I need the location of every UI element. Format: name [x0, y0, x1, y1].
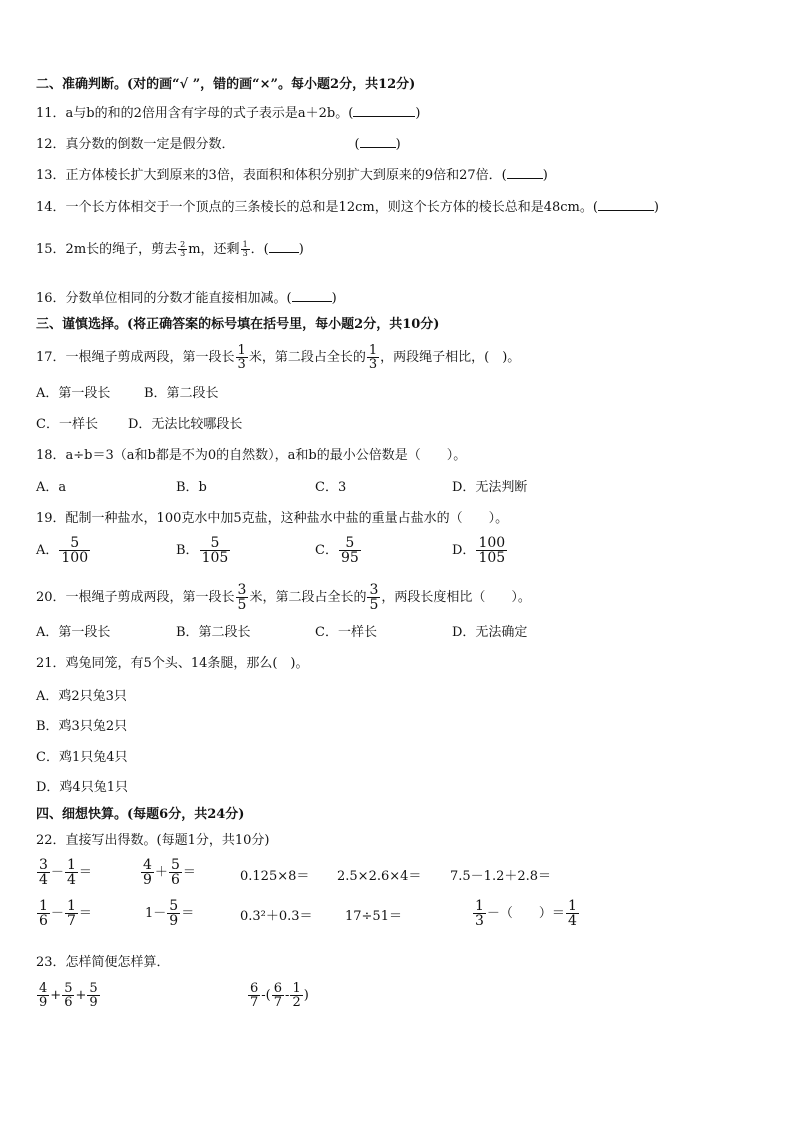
question-16	[36, 289, 337, 308]
question-text: ．(	[250, 242, 269, 257]
answer-blank[interactable]	[507, 166, 543, 179]
section-3-title: 三、谨慎选择。(将正确答案的标号填在括号里，每小题2分，共10分)	[36, 317, 440, 332]
answer-blank[interactable]	[598, 198, 654, 211]
option-d[interactable]: D． $\frac{100}{105}$	[452, 535, 506, 566]
fraction: $\frac{1}{3}$	[368, 343, 378, 372]
question-14	[36, 198, 659, 217]
question-20	[36, 583, 531, 612]
question-text: 13．正方体棱长扩大到原来的3倍，表面积和体积分别扩大到原来的9倍和27倍．(	[36, 168, 507, 183]
question-17	[36, 344, 520, 371]
question-23: 23．怎样简便怎样算．	[36, 955, 170, 970]
fraction: $\frac{1}{3}$	[242, 240, 248, 258]
option-c[interactable]: C．一样长	[315, 625, 377, 640]
question-text: 11．a与b的和的2倍用含有字母的式子表示是a＋2b。(	[36, 106, 354, 121]
option-b[interactable]: B．b	[176, 480, 207, 495]
fraction: $\frac{2}{3}$	[180, 240, 186, 258]
question-15	[36, 240, 304, 259]
paren: )	[331, 291, 337, 306]
option-d[interactable]: D．无法比较哪段长	[128, 417, 243, 432]
option-d[interactable]: D．无法确定	[452, 625, 528, 640]
expr-1: $\frac{3}{4}$ － $\frac{1}{4}$ ＝	[39, 857, 92, 888]
fraction: $\frac{3}{5}$	[369, 582, 379, 613]
answer-blank[interactable]	[360, 135, 396, 148]
question-text: 14．一个长方体相交于一个顶点的三条棱长的总和是12cm，则这个长方体的棱长总和是48cm。(	[36, 200, 598, 215]
fraction: $\frac{1}{3}$	[237, 343, 246, 372]
answer-blank[interactable]	[269, 240, 299, 253]
expr-7: 1－ $\frac{5}{9}$ ＝	[145, 898, 195, 929]
expr-10: $\frac{1}{3}$ －（ ）＝ $\frac{1}{4}$	[475, 898, 577, 929]
option-d[interactable]: D．无法判断	[452, 480, 528, 495]
paren: )	[653, 200, 659, 215]
expr-4: 2.5×2.6×4＝	[337, 869, 422, 884]
question-19: 19．配制一种盐水，100克水中加5克盐，这种盐水中盐的重量占盐水的（ ）。	[36, 511, 509, 526]
expr-5: 7.5－1.2＋2.8＝	[450, 869, 552, 884]
option-c[interactable]: C．一样长	[36, 417, 98, 432]
question-text: 15．2m长的绳子，剪去	[36, 242, 178, 257]
option-c[interactable]: C． $\frac{5}{95}$	[315, 535, 359, 566]
option-b[interactable]: B．第二段长	[144, 386, 219, 401]
calc-expr-2: $\frac{6}{7}$ -( $\frac{6}{7}$ - $\frac{1}{2}$ )	[250, 981, 309, 1010]
question-text: ，两段绳子相比，( )。	[380, 350, 521, 365]
question-12	[36, 135, 401, 154]
paren: )	[395, 137, 401, 152]
question-13	[36, 166, 548, 185]
question-text: m，还剩	[188, 242, 240, 257]
question-text: 米，第二段占全长的	[249, 590, 367, 605]
paren: )	[415, 106, 421, 121]
option-b[interactable]: B．第二段长	[176, 625, 251, 640]
question-11	[36, 104, 420, 123]
option-c[interactable]: C．3	[315, 480, 347, 495]
question-text: 12．真分数的倒数一定是假分数．	[36, 137, 235, 152]
expr-3: 0.125×8＝	[240, 869, 310, 884]
option-a[interactable]: A．第一段长	[36, 386, 111, 401]
expr-9: 17÷51＝	[345, 909, 402, 924]
calc-expr-1: $\frac{4}{9}$ + $\frac{5}{6}$ + $\frac{5}{9}$	[39, 981, 98, 1010]
answer-blank[interactable]	[292, 289, 332, 302]
option-a[interactable]: A．鸡2只兔3只	[36, 689, 127, 704]
expr-8: 0.3²＋0.3＝	[240, 909, 313, 924]
question-text: 20．一根绳子剪成两段，第一段长	[36, 590, 235, 605]
paren: (	[354, 137, 360, 152]
option-c[interactable]: C．鸡1只兔4只	[36, 750, 128, 765]
paren: )	[298, 242, 304, 257]
fraction: $\frac{3}{5}$	[237, 582, 247, 613]
option-b[interactable]: B．鸡3只兔2只	[36, 719, 128, 734]
paren: )	[542, 168, 548, 183]
question-text: ，两段长度相比（ ）。	[381, 590, 531, 605]
expr-6: $\frac{1}{6}$ － $\frac{1}{7}$ ＝	[39, 898, 92, 929]
question-text: 16．分数单位相同的分数才能直接相加减。(	[36, 291, 292, 306]
question-21: 21．鸡兔同笼，有5个头、14条腿，那么( )。	[36, 656, 309, 671]
question-22: 22．直接写出得数。(每题1分，共10分)	[36, 833, 270, 848]
section-2-title: 二、准确判断。(对的画“√ ”，错的画“×”。每小题2分，共12分)	[36, 77, 416, 92]
option-b[interactable]: B． $\frac{5}{105}$	[176, 535, 229, 566]
question-18: 18．a÷b＝3（a和b都是不为0的自然数），a和b的最小公倍数是（ ）。	[36, 448, 467, 463]
expr-2: $\frac{4}{9}$ ＋ $\frac{5}{6}$ ＝	[143, 857, 196, 888]
answer-blank[interactable]	[353, 104, 415, 117]
option-a[interactable]: A．第一段长	[36, 625, 111, 640]
question-text: 米，第二段占全长的	[248, 350, 366, 365]
question-text: 17．一根绳子剪成两段，第一段长	[36, 350, 235, 365]
section-4-title: 四、细想快算。(每题6分，共24分)	[36, 807, 245, 822]
option-d[interactable]: D．鸡4只兔1只	[36, 780, 128, 795]
option-a[interactable]: A．a	[36, 480, 67, 495]
option-a[interactable]: A． $\frac{5}{100}$	[36, 535, 89, 566]
